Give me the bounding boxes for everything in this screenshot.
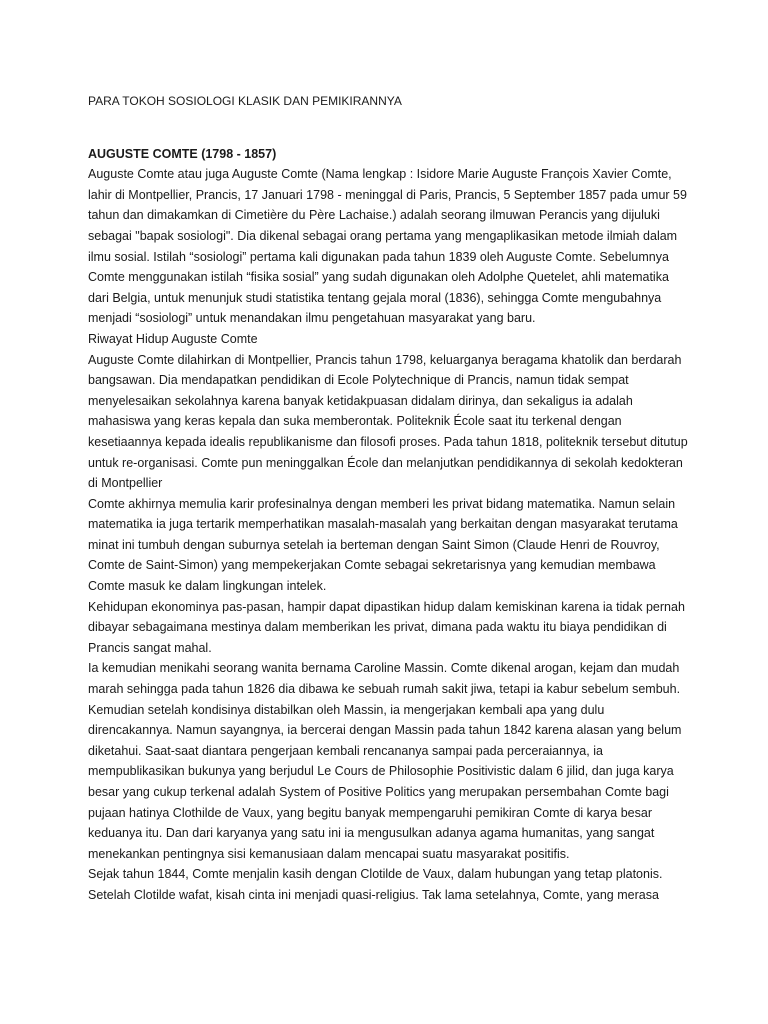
document-page xyxy=(88,91,688,906)
paragraph-marriage: Ia kemudian menikahi seorang wanita bernama Caroline Massin. Comte dikenal arogan, kejam dan mudah marah sehingga pada tahun 1826 dia dibawa ke sebuah rumah sakit jiwa, tetapi ia kabur sebelum sembuh. Kemudian setelah kondisinya distabilkan oleh Massin, ia mengerjakan kembali apa yang dulu direncakannya. Namun sayangnya, ia bercerai dengan Massin pada tahun 1842 karena alasan yang belum diketahui. Saat-saat diantara pengerjaan kembali rencananya sampai pada perceraiannya, ia mempublikasikan bukunya yang berjudul Le Cours de Philosophie Positivistic dalam 6 jilid, dan juga karya besar yang cukup terkenal adalah System of Positive Politics yang merupakan persembahan Comte bagi pujaan hatinya Clothilde de Vaux, yang begitu banyak mempengaruhi pemikiran Comte di karya besar keduanya itu. Dan dari karyanya yang satu ini ia mengusulkan adanya agama humanitas, yang sangat menekankan pentingnya sisi kemanusiaan dalam mencapai suatu masyarakat positifis. xyxy=(88,661,682,861)
paragraph-intro: Auguste Comte atau juga Auguste Comte (Nama lengkap : Isidore Marie Auguste François Xavier Comte, lahir di Montpellier, Prancis, 17 Januari 1798 - meninggal di Paris, Prancis, 5 September 1857 pada umur 59 tahun dan dimakamkan di Cimetière du Père Lachaise.) adalah seorang ilmuwan Perancis yang dijuluki sebagai "bapak sosiologi". Dia dikenal sebagai orang pertama yang mengaplikasikan metode ilmiah dalam ilmu sosial. Istilah “sosiologi” pertama kali digunakan pada tahun 1839 oleh Auguste Comte. Sebelumnya Comte menggunakan istilah “fisika sosial” yang sudah digunakan oleh Adolphe Quetelet, ahli matematika dari Belgia, untuk menunjuk studi statistika tentang gejala moral (1836), sehingga Comte mengubahnya menjadi “sosiologi” untuk menandakan ilmu pengetahuan masyarakat yang baru. xyxy=(88,167,687,326)
section-heading: AUGUSTE COMTE (1798 - 1857) xyxy=(88,146,277,161)
paragraph-clotilde: Sejak tahun 1844, Comte menjalin kasih dengan Clotilde de Vaux, dalam hubungan yang tetap platonis. Setelah Clotilde wafat, kisah cinta ini menjadi quasi-religius. Tak lama setelahnya, Comte, yang merasa xyxy=(88,867,663,902)
subheading-biography: Riwayat Hidup Auguste Comte xyxy=(88,331,258,346)
paragraph-economy: Kehidupan ekonominya pas-pasan, hampir dapat dipastikan hidup dalam kemiskinan karena ia tidak pernah dibayar sebagaimana mestinya dalam memberikan les privat, dimana pada waktu itu biaya pendidikan di Prancis sangat mahal. xyxy=(88,599,685,655)
paragraph-early-life: Auguste Comte dilahirkan di Montpellier, Prancis tahun 1798, keluarganya beragama khatolik dan berdarah bangsawan. Dia mendapatkan pendidikan di Ecole Polytechnique di Prancis, namun tidak sempat menyelesaikan sekolahnya karena banyak ketidakpuasan didalam dirinya, dan sekaligus ia adalah mahasiswa yang keras kepala dan suka memberontak. Politeknik École saat itu terkenal dengan kesetiaannya kepada idealis republikanisme dan filosofi proses. Pada tahun 1818, politeknik tersebut ditutup untuk re-organisasi. Comte pun meninggalkan École dan melanjutkan pendidikannya di sekolah kedokteran di Montpellier xyxy=(88,352,688,491)
document-title: PARA TOKOH SOSIOLOGI KLASIK DAN PEMIKIRANNYA xyxy=(88,94,402,108)
paragraph-career: Comte akhirnya memulia karir profesinalnya dengan memberi les privat bidang matematika. Namun selain matematika ia juga tertarik memperhatikan masalah-masalah yang berkaitan dengan masyarakat terutama minat ini tumbuh dengan suburnya setelah ia berteman dengan Saint Simon (Claude Henri de Rouvroy, Comte de Saint-Simon) yang mempekerjakan Comte sebagai sekretarisnya yang kemudian membawa Comte masuk ke dalam lingkungan intelek. xyxy=(88,496,678,594)
